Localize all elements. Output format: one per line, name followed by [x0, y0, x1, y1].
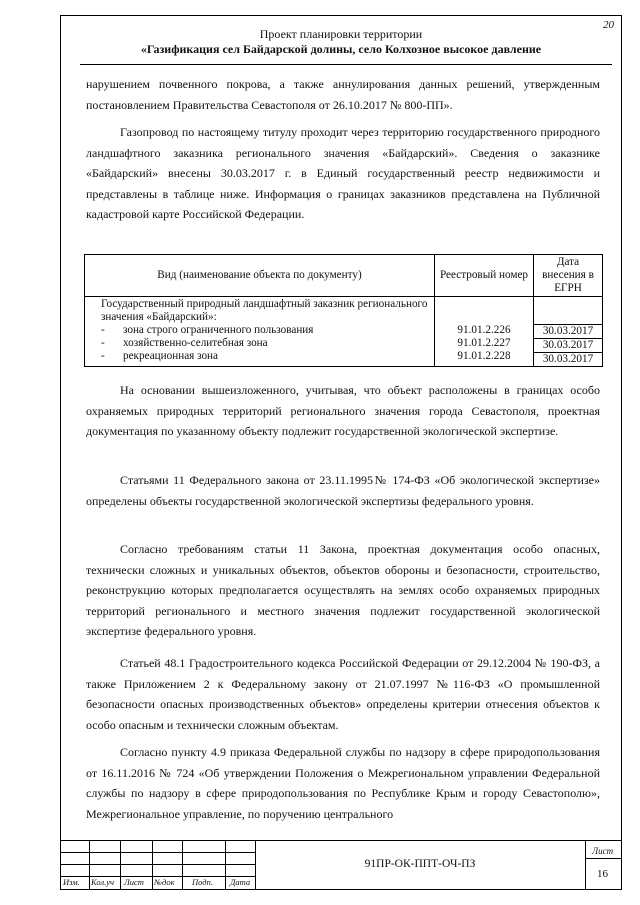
- stamp-label-date: Дата: [230, 877, 251, 887]
- col-header-name: Вид (наименование объекта по документу): [85, 255, 435, 297]
- header-divider: [80, 64, 612, 65]
- sheet-label: Лист: [592, 846, 614, 856]
- registry-date: 30.03.2017: [534, 352, 602, 366]
- stamp-label-change: Изм.: [63, 877, 80, 887]
- table-header-row: [85, 255, 603, 297]
- stamp-label-sheet: Лист: [124, 877, 144, 887]
- table-cell-number: [435, 297, 534, 367]
- zone-item: - зона строго ограниченного пользования: [101, 324, 314, 336]
- table-cell-date: [534, 297, 603, 367]
- table-cell-name: [85, 297, 435, 367]
- group-title: Государственный природный ландшафтный заказник регионального значения «Байдарский»:: [101, 298, 428, 323]
- header-title: Проект планировки территории: [259, 27, 423, 41]
- zone-name: зона строго ограниченного пользования: [123, 324, 314, 336]
- zone-item: - рекреационная зона: [101, 350, 219, 362]
- paragraph-1: нарушением почвенного покрова, а также аннулирования данных решений, утвержденным постановлением Правительства Севастополя от 26.10.2017 № 800-ПП».: [86, 77, 600, 112]
- page-number: 20: [603, 19, 614, 31]
- registry-date: 30.03.2017: [534, 338, 602, 352]
- title-block: [60, 840, 622, 890]
- stamp-label-doc: №док: [154, 877, 175, 887]
- zone-name: рекреационная зона: [123, 350, 219, 362]
- paragraph-3: На основании вышеизложенного, учитывая, что объект расположены в границах особо охраняемых природных территорий регионального значения города Севастополя, проектная документация по указанному объекту подлежит государственной экологической экспертизе.: [86, 383, 600, 439]
- paragraph-6: Статьей 48.1 Градостроительного кодекса Российской Федерации от 29.12.2004 № 190-ФЗ, а также Приложением 2 к Федеральному закону от 21.07.1997 №116-ФЗ «О промышленной безопасности опасных производственных объектов» определены критерии отнесения объектов к особо опасным и технически сложным объектам.: [86, 656, 600, 732]
- paragraph-4: Статьями 11 Федерального закона от 23.11.1995№ 174-ФЗ «Об экологической экспертизе» определены объекты государственной экологической экспертизы федерального уровня.: [86, 473, 600, 508]
- document-code: 91ПР-ОК-ППТ-ОЧ-ПЗ: [364, 858, 476, 870]
- zone-item: - хозяйственно-селитебная зона: [101, 337, 268, 349]
- paragraph-2: Газопровод по настоящему титулу проходит через территорию государственного природного ландшафтного заказника регионального значения «Байдарский». Сведения о заказнике «Байдарский» внесены 30.03.2017 г. в Единый государственный реестр недвижимости и представлены в таблице ниже. Информация о границах заказников представлена на Публичной кадастровой карте Российской Федерации.: [86, 125, 600, 222]
- registry-number: 91.01.2.226: [457, 324, 511, 336]
- paragraph-5: Согласно требованиям статьи 11 Закона, проектная документация особо опасных, технически сложных и уникальных объектов, объектов обороны и безопасности, строительство, реконструкцию которых предполагается осуществлять на землях особо охраняемых природных территорий регионального и местного значения подлежит государственной экологической экспертизе федерального уровня.: [86, 542, 600, 639]
- registry-number: 91.01.2.228: [457, 350, 511, 362]
- paragraph-7: Согласно пункту 4.9 приказа Федеральной службы по надзору в сфере природопользования от 16.11.2016 № 724 «Об утверждении Положения о Межрегиональном управлении Федеральной службы по надзору в сфере природопользования по Республике Крым и городу Севастополю», Межрегиональное управление, по поручению центрального: [86, 745, 600, 821]
- stamp-label-sign: Подп.: [192, 877, 213, 887]
- sheet-number: 16: [597, 868, 608, 880]
- table-row: [85, 297, 603, 367]
- registry-date: 30.03.2017: [534, 324, 602, 338]
- registry-number: 91.01.2.227: [457, 337, 511, 349]
- nature-reserve-table: [84, 254, 603, 367]
- col-header-date: Дата внесения в ЕГРН: [534, 255, 603, 297]
- stamp-label-count: Кол.уч: [91, 877, 115, 887]
- zone-name: хозяйственно-селитебная зона: [123, 337, 268, 349]
- header-subtitle: «Газификация сел Байдарской долины, село Колхозное высокое давление: [140, 42, 542, 56]
- col-header-number: Реестровый номер: [435, 255, 534, 297]
